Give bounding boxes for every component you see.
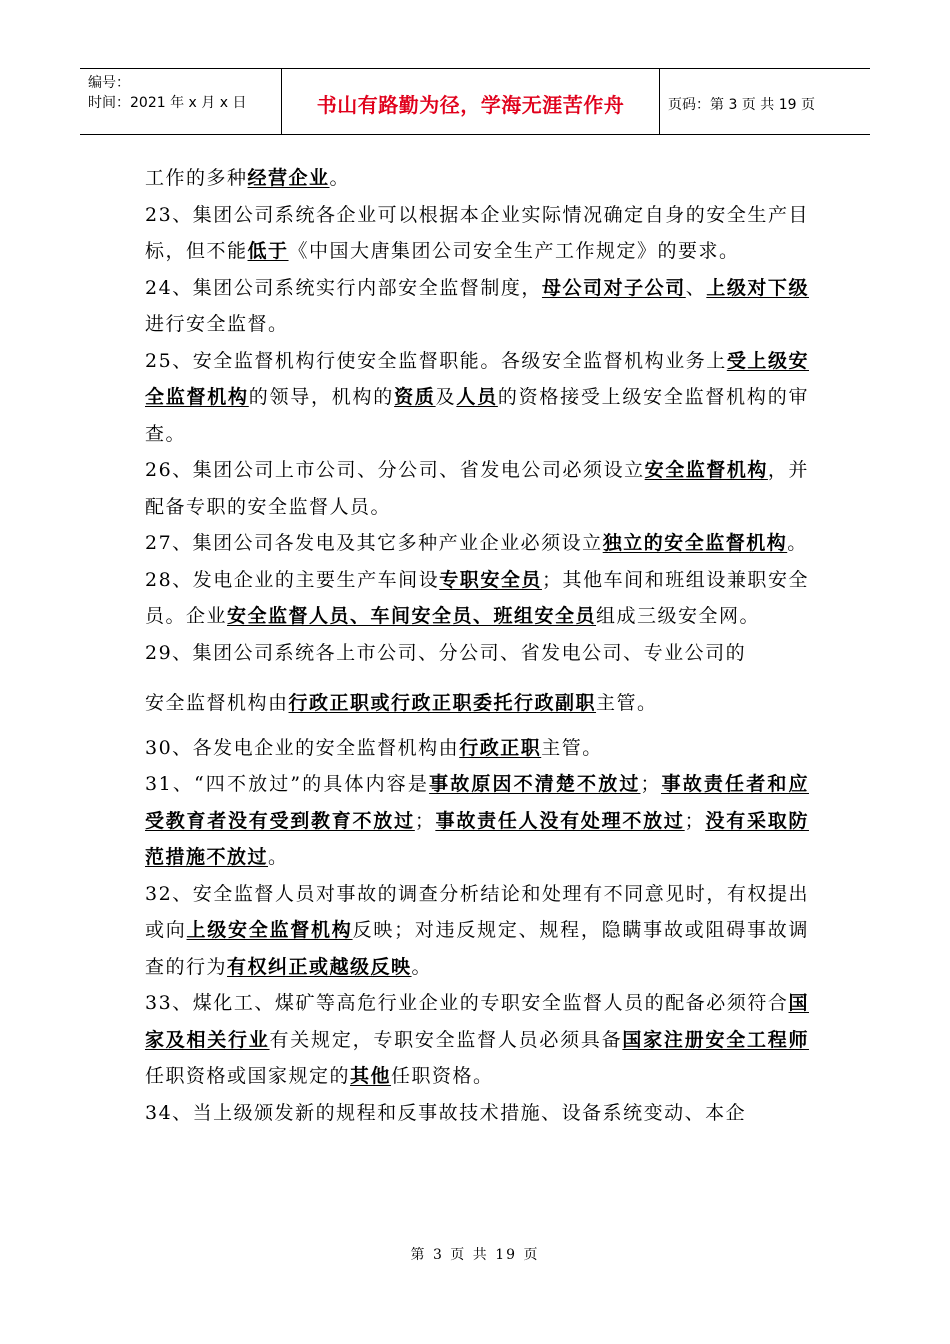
header-meta	[80, 69, 282, 134]
answer-blank: 行政正职	[459, 736, 542, 759]
answer-blank: 资质	[394, 386, 436, 408]
answer-blank: 受上级安全监督机构	[145, 349, 809, 408]
paragraph-28: 28、发电企业的主要生产车间设专职安全员；其他车间和班组设兼职安全员。企业安全监督人员、车间安全员、班组安全员组成三级安全网。	[145, 568, 809, 627]
page-footer: 第 3 页 共 19 页	[410, 1247, 540, 1263]
paragraph-25: 25、安全监督机构行使安全监督职能。各级安全监督机构业务上受上级安全监督机构的领导，机构的资质及人员的资格接受上级安全监督机构的审查。	[145, 349, 809, 445]
paragraph-31: 31、“四不放过”的具体内容是事故原因不清楚不放过；事故责任者和应受教育者没有受到教育不放过；事故责任人没有处理不放过；没有采取防范措施不放过。	[145, 773, 809, 868]
answer-blank: 没有采取防范措施不放过	[145, 809, 809, 868]
paragraph-29-line2: 安全监督机构由行政正职或行政正职委托行政副职主管。	[145, 692, 658, 714]
paragraph-29-line1: 29、集团公司系统各上市公司、分公司、省发电公司、专业公司的	[145, 641, 747, 664]
answer-blank: 事故责任人没有处理不放过	[435, 809, 685, 832]
answer-blank: 国家注册安全工程师	[622, 1028, 809, 1051]
answer-blank: 安全监督人员、车间安全员、班组安全员	[227, 605, 597, 627]
paragraph-24: 24、集团公司系统实行内部安全监督制度，母公司对子公司、上级对下级进行安全监督。	[145, 276, 809, 335]
answer-blank: 上级安全监督机构	[186, 919, 353, 941]
answer-blank: 国家及相关行业	[145, 992, 809, 1051]
paragraph-30: 30、各发电企业的安全监督机构由行政正职主管。	[145, 736, 603, 759]
paragraph-32: 32、安全监督人员对事故的调查分析结论和处理有不同意见时，有权提出或向上级安全监督机构反映；对违反规定、规程，隐瞒事故或阻碍事故调查的行为有权纠正或越级反映。	[145, 882, 809, 978]
page-header	[80, 68, 870, 135]
answer-blank: 行政正职或行政正职委托行政副职	[288, 692, 597, 714]
document-time-label: 时间：2021 年 x 月 x 日	[88, 95, 247, 111]
answer-blank: 人员	[456, 386, 498, 408]
document-number-label: 编号：	[88, 75, 130, 91]
answer-blank: 安全监督机构	[644, 459, 768, 481]
paragraph-34: 34、当上级颁发新的规程和反事故技术措施、设备系统变动、本企	[145, 1101, 747, 1124]
document-body	[145, 160, 809, 1131]
header-page-cell	[660, 69, 870, 134]
answer-blank: 独立的安全监督机构	[602, 532, 788, 554]
answer-blank: 其他	[350, 1065, 392, 1087]
answer-blank: 上级对下级	[706, 276, 809, 299]
answer-blank: 经营企业	[247, 167, 330, 189]
paragraph-22-tail: 工作的多种经营企业。	[145, 167, 351, 189]
paragraph-33: 33、煤化工、煤矿等高危行业企业的专职安全监督人员的配备必须符合国家及相关行业有关规定，专职安全监督人员必须具备国家注册安全工程师任职资格或国家规定的其他任职资格。	[145, 992, 809, 1087]
answer-blank: 事故原因不清楚不放过	[429, 773, 641, 795]
paragraph-23: 23、集团公司系统各企业可以根据本企业实际情况确定自身的安全生产目标，但不能低于《中国大唐集团公司安全生产工作规定》的要求。	[145, 203, 809, 262]
answer-blank: 母公司对子公司	[541, 276, 686, 299]
header-motto-cell	[282, 69, 660, 134]
answer-blank: 专职安全员	[439, 568, 542, 591]
answer-blank: 低于	[247, 240, 289, 262]
header-motto: 书山有路勤为径，学海无涯苦作舟	[316, 93, 625, 117]
answer-blank: 有权纠正或越级反映	[227, 955, 412, 978]
paragraph-27: 27、集团公司各发电及其它多种产业企业必须设立独立的安全监督机构。	[145, 532, 808, 554]
paragraph-26: 26、集团公司上市公司、分公司、省发电公司必须设立安全监督机构，并配备专职的安全监督人员。	[145, 459, 809, 518]
answer-blank: 事故责任者和应受教育者没有受到教育不放过	[145, 773, 809, 832]
header-page-info: 页码：第 3 页 共 19 页	[668, 96, 815, 113]
